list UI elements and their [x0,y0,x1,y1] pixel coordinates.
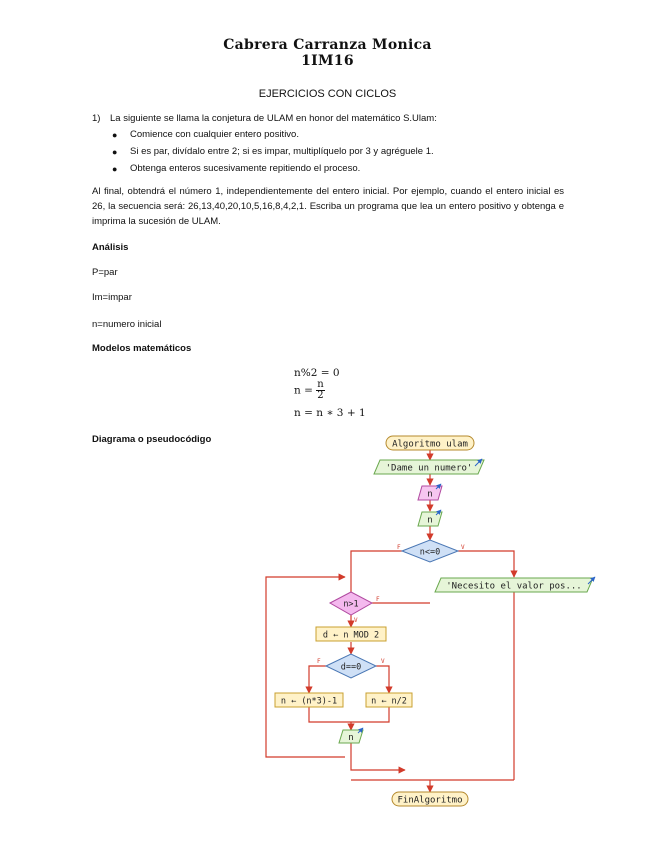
fraction-numerator: n [317,379,324,390]
equation-div-lhs: n = [294,384,313,397]
cond3-label: d==0 [340,662,362,673]
false-label: F [397,544,401,551]
equation-mult: n = n ∗ 3 + 1 [294,407,366,419]
decision-n-le-0 [397,540,465,562]
true-label: V [354,617,358,624]
read-input [418,484,442,500]
analysis-item: Im=impar [92,292,132,303]
analysis-heading: Análisis [92,242,129,253]
fraction-denominator: 2 [317,390,324,401]
problem-intro: La siguiente se llama la conjetura de ULAM en honor del matemático S.Ulam: [110,113,437,124]
group-code: 1IM16 [301,53,354,69]
process-odd [275,693,343,707]
out-var-label: n [348,733,354,743]
true-label: V [461,544,465,551]
bullet-item: Comience con cualquier entero positivo. [130,129,299,140]
cond1-label: n<=0 [419,547,441,558]
bullet-dot: ● [112,130,118,140]
bullet-item: Si es par, divídalo entre 2; si es impar, multiplíquelo por 3 y agréguele 1. [130,146,434,157]
author-name: Cabrera Carranza Monica [223,37,432,53]
prompt-label: 'Dame un numero' [385,463,473,474]
analysis-item: P=par [92,267,118,278]
decision-d-eq-0 [317,654,385,678]
assign-odd-label: n ← (n*3)-1 [280,696,338,707]
end-label: FinAlgoritmo [397,795,463,806]
msg-label: 'Necesito el valor pos... [446,581,582,592]
diagram-heading: Diagrama o pseudocódigo [92,434,212,445]
echo-var-label: n [427,515,433,526]
assign-even-label: n ← n/2 [371,696,407,707]
flow-connectors [266,450,514,792]
process-mod [316,627,386,641]
problem-number: 1) [92,113,101,124]
output-echo [418,510,442,526]
assign1-label: d ← n MOD 2 [322,630,380,641]
start-label: Algoritmo ulam [392,439,468,450]
false-label: F [376,596,380,603]
problem-paragraph: Al final, obtendrá el número 1, independientemente del entero inicial. Por ejemplo, cuando el entero inicial es 26, la secuencia será: 26,13,40,20,10,5,16,8,4,2,1. Escriba un programa que lea un entero positivo y obtenga e imprima la sucesión de ULAM. [92,186,564,227]
process-even [366,693,412,707]
output-message [435,577,595,592]
bullet-item: Obtenga enteros sucesivamente repitiendo el proceso. [130,163,361,174]
read-var-label: n [427,489,433,500]
decision-n-gt-1 [330,592,380,624]
false-label: F [317,658,321,665]
end-terminal [392,792,468,806]
cond2-label: n>1 [343,599,359,610]
start-terminal [386,436,474,450]
analysis-item: n=numero inicial [92,319,162,330]
models-heading: Modelos matemáticos [92,343,192,354]
output-prompt [374,459,484,474]
true-label: V [381,658,385,665]
bullet-dot: ● [112,147,118,157]
output-n [339,728,363,743]
section-title: EJERCICIOS CON CICLOS [258,88,397,100]
bullet-dot: ● [112,164,118,174]
equation-mod: n%2 = 0 [294,367,340,379]
